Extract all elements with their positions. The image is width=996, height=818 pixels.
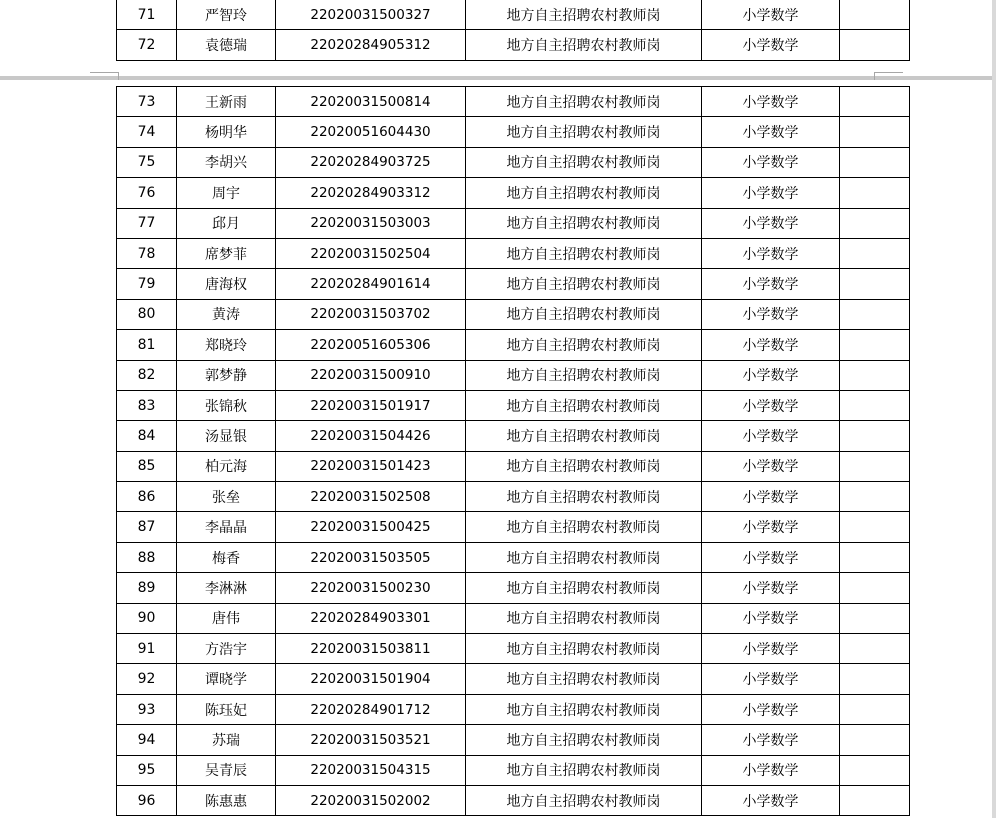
cell-exam-id: 22020031502508 (276, 482, 466, 512)
cell-remark (840, 330, 910, 360)
cell-name: 汤显银 (177, 421, 276, 451)
cell-exam-id: 22020031503811 (276, 634, 466, 664)
cell-name: 袁德瑞 (177, 30, 276, 60)
results-table-top (116, 0, 910, 61)
cell-remark (840, 482, 910, 512)
cell-exam-id: 22020031504315 (276, 755, 466, 785)
table-row (117, 117, 910, 147)
cell-remark (840, 30, 910, 60)
table-body-bottom (117, 87, 910, 816)
cell-exam-id: 22020031503702 (276, 299, 466, 329)
table-row (117, 755, 910, 785)
vertical-scrollbar[interactable] (992, 0, 996, 818)
cell-name: 唐伟 (177, 603, 276, 633)
cell-subject: 小学数学 (702, 269, 840, 299)
table-row (117, 785, 910, 815)
cell-number: 83 (117, 390, 177, 420)
table-row (117, 30, 910, 60)
cell-exam-id: 22020031503505 (276, 542, 466, 572)
cell-exam-id: 22020031500814 (276, 87, 466, 117)
cell-post: 地方自主招聘农村教师岗 (466, 238, 702, 268)
cell-post: 地方自主招聘农村教师岗 (466, 512, 702, 542)
cell-number: 75 (117, 147, 177, 177)
cell-subject: 小学数学 (702, 573, 840, 603)
cell-subject: 小学数学 (702, 87, 840, 117)
cell-number: 82 (117, 360, 177, 390)
table-row (117, 512, 910, 542)
cell-exam-id: 22020031502002 (276, 785, 466, 815)
cell-post: 地方自主招聘农村教师岗 (466, 299, 702, 329)
cell-remark (840, 87, 910, 117)
cell-number: 93 (117, 694, 177, 724)
cell-exam-id: 22020031500327 (276, 0, 466, 30)
cell-post: 地方自主招聘农村教师岗 (466, 482, 702, 512)
table-body-top (117, 0, 910, 60)
cell-subject: 小学数学 (702, 117, 840, 147)
cell-number: 74 (117, 117, 177, 147)
table-row (117, 390, 910, 420)
cell-exam-id: 22020051605306 (276, 330, 466, 360)
table-row (117, 573, 910, 603)
cell-subject: 小学数学 (702, 785, 840, 815)
cell-remark (840, 208, 910, 238)
cell-post: 地方自主招聘农村教师岗 (466, 725, 702, 755)
cell-remark (840, 421, 910, 451)
cell-name: 唐海权 (177, 269, 276, 299)
document-page-current (0, 80, 992, 818)
cell-name: 李晶晶 (177, 512, 276, 542)
cell-exam-id: 22020031504426 (276, 421, 466, 451)
cell-name: 郭梦静 (177, 360, 276, 390)
cell-exam-id: 22020284903725 (276, 147, 466, 177)
table-row (117, 694, 910, 724)
cell-remark (840, 451, 910, 481)
cell-post: 地方自主招聘农村教师岗 (466, 451, 702, 481)
results-table-bottom (116, 86, 910, 816)
cell-subject: 小学数学 (702, 360, 840, 390)
cell-post: 地方自主招聘农村教师岗 (466, 664, 702, 694)
cell-post: 地方自主招聘农村教师岗 (466, 0, 702, 30)
cell-subject: 小学数学 (702, 603, 840, 633)
table-row (117, 147, 910, 177)
cell-remark (840, 664, 910, 694)
cell-exam-id: 22020031500230 (276, 573, 466, 603)
cell-remark (840, 725, 910, 755)
cell-subject: 小学数学 (702, 755, 840, 785)
cell-remark (840, 573, 910, 603)
table-row (117, 87, 910, 117)
cell-number: 85 (117, 451, 177, 481)
cell-post: 地方自主招聘农村教师岗 (466, 603, 702, 633)
cell-subject: 小学数学 (702, 542, 840, 572)
table-row (117, 269, 910, 299)
cell-subject: 小学数学 (702, 0, 840, 30)
cell-number: 90 (117, 603, 177, 633)
cell-exam-id: 22020031503521 (276, 725, 466, 755)
cell-exam-id: 22020031501423 (276, 451, 466, 481)
cell-exam-id: 22020031500425 (276, 512, 466, 542)
cell-name: 陈珏妃 (177, 694, 276, 724)
cell-name: 李胡兴 (177, 147, 276, 177)
cell-name: 邱月 (177, 208, 276, 238)
cell-subject: 小学数学 (702, 482, 840, 512)
cell-number: 80 (117, 299, 177, 329)
document-page-previous (0, 0, 992, 76)
table-row (117, 634, 910, 664)
cell-number: 71 (117, 0, 177, 30)
cell-exam-id: 22020031501904 (276, 664, 466, 694)
table-row (117, 421, 910, 451)
table-row (117, 299, 910, 329)
cell-subject: 小学数学 (702, 238, 840, 268)
cell-post: 地方自主招聘农村教师岗 (466, 573, 702, 603)
cell-subject: 小学数学 (702, 421, 840, 451)
cell-subject: 小学数学 (702, 208, 840, 238)
cell-remark (840, 755, 910, 785)
cell-number: 92 (117, 664, 177, 694)
cell-remark (840, 542, 910, 572)
table-row (117, 451, 910, 481)
table-row (117, 0, 910, 30)
table-row (117, 482, 910, 512)
cell-subject: 小学数学 (702, 694, 840, 724)
cell-remark (840, 694, 910, 724)
cell-number: 77 (117, 208, 177, 238)
cell-number: 91 (117, 634, 177, 664)
cell-remark (840, 299, 910, 329)
cell-remark (840, 117, 910, 147)
table-row (117, 330, 910, 360)
cell-post: 地方自主招聘农村教师岗 (466, 269, 702, 299)
cell-post: 地方自主招聘农村教师岗 (466, 30, 702, 60)
cell-number: 94 (117, 725, 177, 755)
cell-post: 地方自主招聘农村教师岗 (466, 360, 702, 390)
cell-subject: 小学数学 (702, 725, 840, 755)
cell-name: 张垒 (177, 482, 276, 512)
table-row (117, 178, 910, 208)
cell-subject: 小学数学 (702, 178, 840, 208)
cell-remark (840, 269, 910, 299)
cell-subject: 小学数学 (702, 147, 840, 177)
cell-exam-id: 22020284903301 (276, 603, 466, 633)
cell-post: 地方自主招聘农村教师岗 (466, 755, 702, 785)
cell-post: 地方自主招聘农村教师岗 (466, 421, 702, 451)
cell-number: 73 (117, 87, 177, 117)
table-row (117, 664, 910, 694)
cell-post: 地方自主招聘农村教师岗 (466, 542, 702, 572)
cell-name: 谭晓学 (177, 664, 276, 694)
cell-post: 地方自主招聘农村教师岗 (466, 208, 702, 238)
cell-post: 地方自主招聘农村教师岗 (466, 330, 702, 360)
cell-subject: 小学数学 (702, 451, 840, 481)
cell-remark (840, 390, 910, 420)
cell-exam-id: 22020031500910 (276, 360, 466, 390)
cell-post: 地方自主招聘农村教师岗 (466, 694, 702, 724)
cell-name: 郑晓玲 (177, 330, 276, 360)
table-row (117, 603, 910, 633)
cell-post: 地方自主招聘农村教师岗 (466, 390, 702, 420)
cell-remark (840, 512, 910, 542)
cell-number: 78 (117, 238, 177, 268)
cell-name: 席梦菲 (177, 238, 276, 268)
cell-name: 王新雨 (177, 87, 276, 117)
cell-remark (840, 0, 910, 30)
cell-post: 地方自主招聘农村教师岗 (466, 87, 702, 117)
cell-number: 76 (117, 178, 177, 208)
cell-remark (840, 603, 910, 633)
cell-name: 周宇 (177, 178, 276, 208)
cell-number: 87 (117, 512, 177, 542)
cell-exam-id: 22020051604430 (276, 117, 466, 147)
cell-name: 李淋淋 (177, 573, 276, 603)
cell-subject: 小学数学 (702, 390, 840, 420)
cell-exam-id: 22020031503003 (276, 208, 466, 238)
table-row (117, 208, 910, 238)
cell-post: 地方自主招聘农村教师岗 (466, 634, 702, 664)
cell-number: 72 (117, 30, 177, 60)
cell-exam-id: 22020284901712 (276, 694, 466, 724)
cell-exam-id: 22020031501917 (276, 390, 466, 420)
cell-exam-id: 22020284901614 (276, 269, 466, 299)
cell-subject: 小学数学 (702, 664, 840, 694)
cell-exam-id: 22020284903312 (276, 178, 466, 208)
cell-number: 84 (117, 421, 177, 451)
cell-name: 苏瑞 (177, 725, 276, 755)
cell-subject: 小学数学 (702, 330, 840, 360)
cell-number: 88 (117, 542, 177, 572)
cell-name: 陈惠惠 (177, 785, 276, 815)
cell-remark (840, 634, 910, 664)
cell-name: 吴青辰 (177, 755, 276, 785)
cell-name: 杨明华 (177, 117, 276, 147)
cell-name: 梅香 (177, 542, 276, 572)
table-row (117, 360, 910, 390)
cell-number: 81 (117, 330, 177, 360)
cell-name: 柏元海 (177, 451, 276, 481)
cell-number: 86 (117, 482, 177, 512)
cell-number: 89 (117, 573, 177, 603)
cell-post: 地方自主招聘农村教师岗 (466, 785, 702, 815)
cell-remark (840, 238, 910, 268)
table-row (117, 725, 910, 755)
cell-remark (840, 785, 910, 815)
cell-exam-id: 22020031502504 (276, 238, 466, 268)
cell-number: 79 (117, 269, 177, 299)
cell-name: 严智玲 (177, 0, 276, 30)
cell-post: 地方自主招聘农村教师岗 (466, 178, 702, 208)
cell-post: 地方自主招聘农村教师岗 (466, 117, 702, 147)
table-row (117, 542, 910, 572)
cell-name: 张锦秋 (177, 390, 276, 420)
cell-subject: 小学数学 (702, 299, 840, 329)
cell-number: 96 (117, 785, 177, 815)
cell-exam-id: 22020284905312 (276, 30, 466, 60)
cell-subject: 小学数学 (702, 512, 840, 542)
cell-remark (840, 147, 910, 177)
table-row (117, 238, 910, 268)
cell-name: 黄涛 (177, 299, 276, 329)
cell-subject: 小学数学 (702, 30, 840, 60)
cell-remark (840, 178, 910, 208)
cell-number: 95 (117, 755, 177, 785)
cell-post: 地方自主招聘农村教师岗 (466, 147, 702, 177)
cell-remark (840, 360, 910, 390)
cell-name: 方浩宇 (177, 634, 276, 664)
cell-subject: 小学数学 (702, 634, 840, 664)
